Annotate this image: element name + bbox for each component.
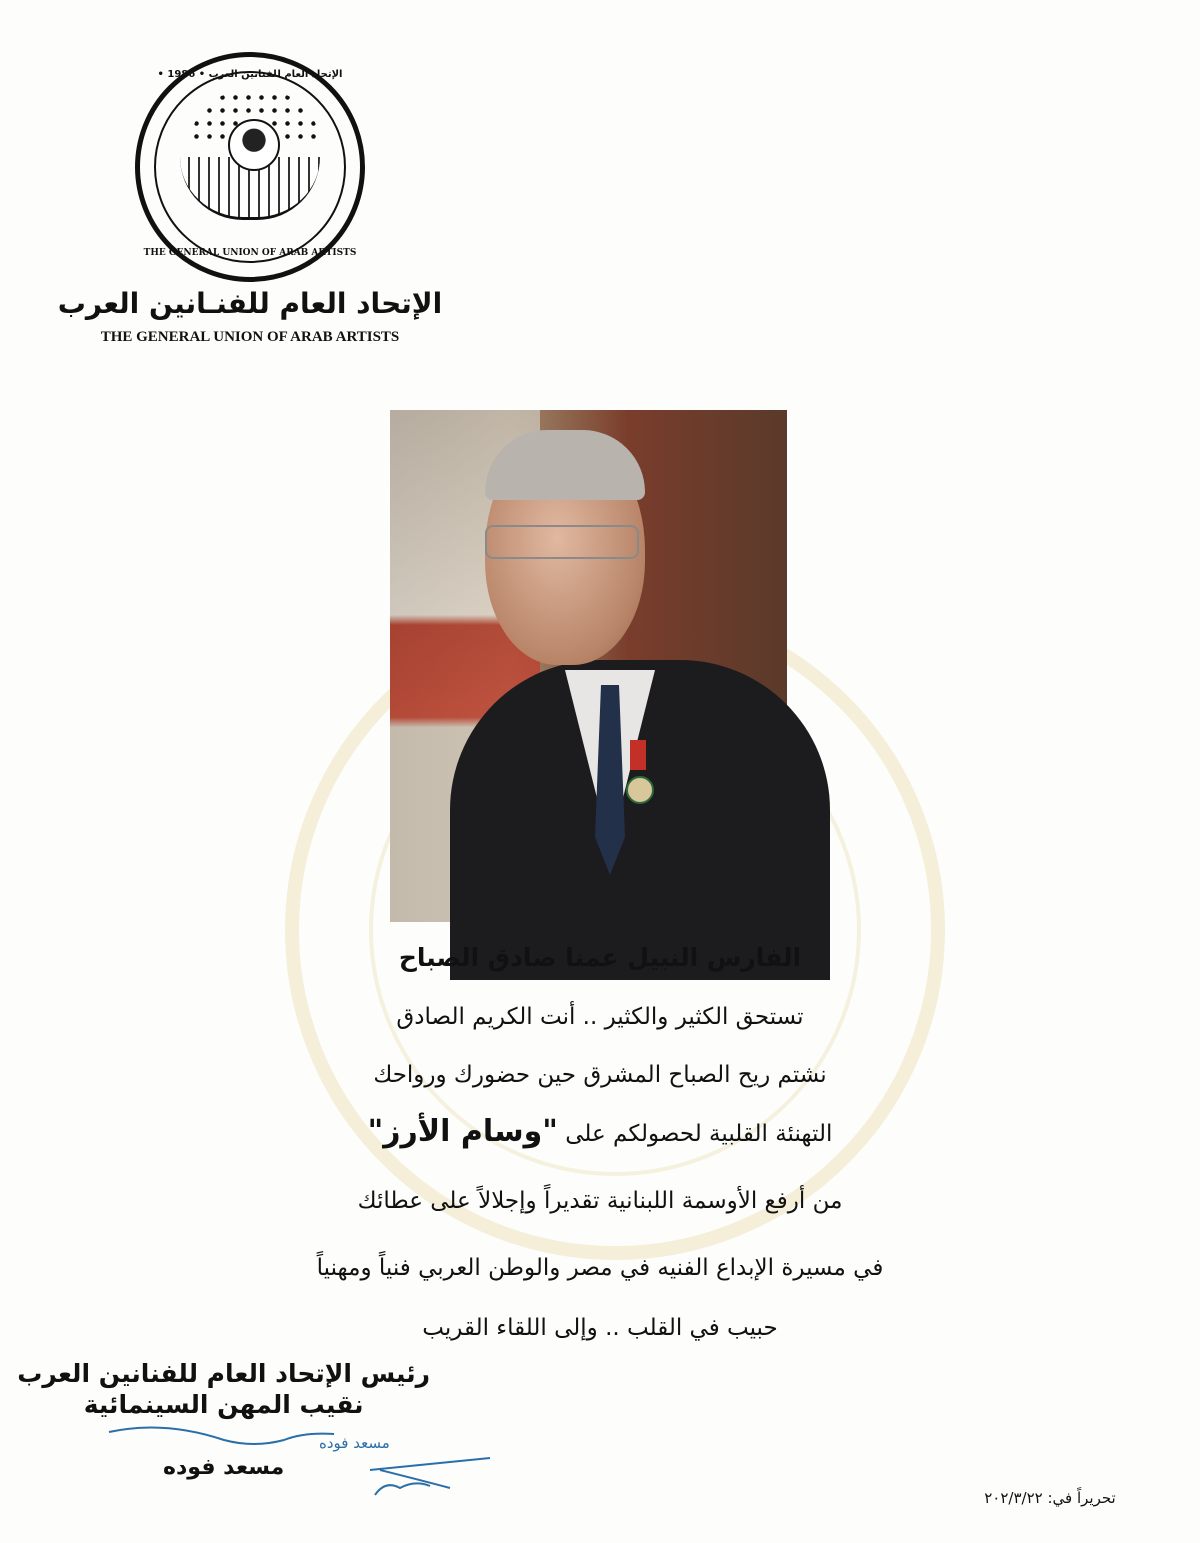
org-name-english: THE GENERAL UNION OF ARAB ARTISTS	[100, 329, 400, 345]
handwritten-name: مسعد فوده	[318, 1434, 390, 1452]
letter-line: تستحق الكثير والكثير .. أنت الكريم الصادق	[396, 1004, 804, 1030]
date-label: تحريراً في:	[1047, 1489, 1116, 1507]
date-value: ٢٠٢/٣/٢٢	[984, 1489, 1043, 1507]
union-seal-logo	[135, 52, 365, 282]
arab-world-globe-icon	[228, 119, 280, 171]
addressee: الفارس النبيل عمنا صادق الصباح	[398, 943, 802, 972]
seal-ring-english: THE GENERAL UNION OF ARAB ARTISTS	[143, 248, 357, 258]
portrait-photo	[390, 410, 787, 922]
signatory-title: رئيس الإتحاد العام للفنانين العرب	[17, 1359, 430, 1388]
letter-line: في مسيرة الإبداع الفنيه في مصر والوطن العربي فنياً ومهنياً	[316, 1255, 884, 1281]
seal-ring-arabic: الإتحاد العام للفنانين العرب • 1986 •	[157, 69, 343, 80]
handwritten-signature	[104, 1420, 390, 1454]
org-name-arabic: الإتحاد العام للفنـانين العرب	[57, 287, 443, 320]
issue-date	[920, 1488, 1180, 1508]
medal-icon	[630, 740, 646, 770]
signatory-subtitle: نقيب المهن السينمائية	[83, 1390, 364, 1419]
line-prefix: التهنئة القلبية لحصولكم على	[565, 1121, 833, 1147]
letter-line: حبيب في القلب .. وإلى اللقاء القريب	[422, 1315, 778, 1341]
award-name: "وسام الأرز"	[367, 1114, 558, 1149]
second-signature-icon	[360, 1450, 500, 1500]
letter-line: من أرفع الأوسمة اللبنانية تقديراً وإجلالاً على عطائك	[357, 1188, 843, 1214]
letter-line: نشتم ريح الصباح المشرق حين حضورك ورواحك	[373, 1062, 827, 1088]
signatory-name: مسعد فوده	[163, 1455, 285, 1480]
letter-line	[0, 1112, 1200, 1154]
